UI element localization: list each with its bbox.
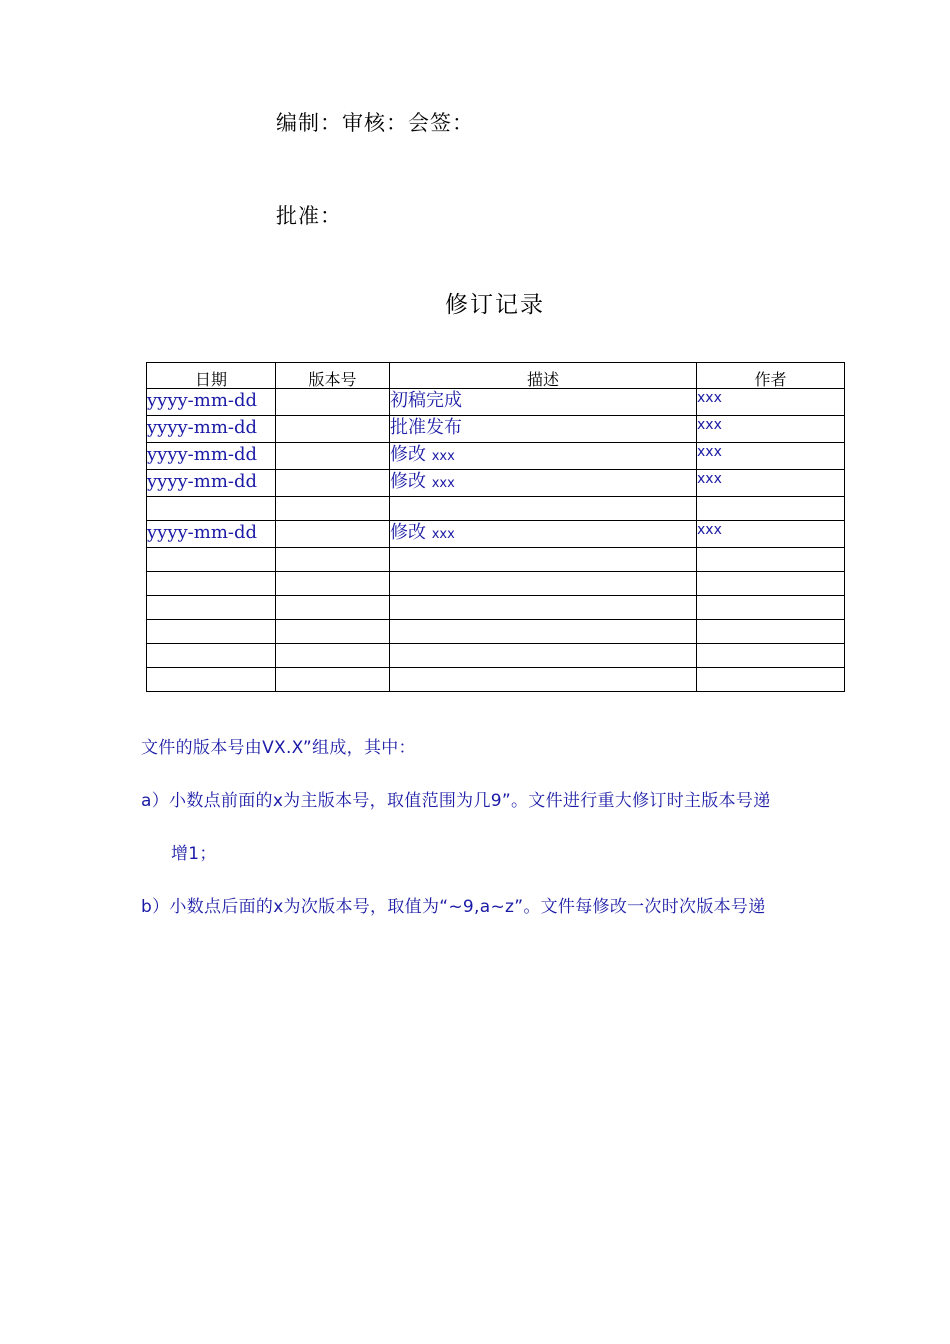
cell-version [276, 521, 390, 548]
cell-date [147, 620, 276, 644]
cell-description [390, 548, 697, 572]
version-note-item-a-continued: 增1； [171, 844, 217, 864]
cell-version [276, 389, 390, 416]
table-row [147, 596, 845, 620]
cell-author [697, 620, 845, 644]
revision-table [146, 362, 845, 692]
column-header-date: 日期 [147, 363, 276, 389]
table-row [147, 416, 845, 443]
cell-version [276, 470, 390, 497]
table-row [147, 389, 845, 416]
cell-description [390, 497, 697, 521]
cell-author [697, 548, 845, 572]
page-title: 修订记录 [445, 292, 545, 318]
table-row [147, 497, 845, 521]
column-header-author: 作者 [697, 363, 845, 389]
cell-description [390, 521, 697, 548]
cell-description [390, 572, 697, 596]
description-text: 修改 [390, 522, 426, 543]
cell-author: xxx [697, 521, 845, 548]
cell-version [276, 620, 390, 644]
table-row [147, 572, 845, 596]
signature-line-approve: 批准： [276, 204, 342, 228]
version-note-intro: 文件的版本号由VX.X”组成，其中： [141, 738, 416, 758]
cell-author [697, 596, 845, 620]
cell-description [390, 668, 697, 692]
cell-version [276, 596, 390, 620]
cell-date [147, 497, 276, 521]
cell-description [390, 389, 697, 416]
cell-author: xxx [697, 389, 845, 416]
column-header-description: 描述 [390, 363, 697, 389]
cell-description [390, 416, 697, 443]
description-suffix: xxx [431, 527, 455, 542]
cell-date: yyyy-mm-dd [147, 416, 276, 443]
description-suffix: xxx [431, 476, 455, 491]
cell-version [276, 443, 390, 470]
cell-date [147, 572, 276, 596]
description-suffix: xxx [431, 449, 455, 464]
cell-date [147, 548, 276, 572]
description-text: 修改 [390, 444, 426, 465]
cell-description [390, 644, 697, 668]
cell-date: yyyy-mm-dd [147, 470, 276, 497]
cell-description [390, 443, 697, 470]
table-row [147, 548, 845, 572]
cell-version [276, 416, 390, 443]
table-row [147, 470, 845, 497]
cell-author [697, 572, 845, 596]
cell-author [697, 497, 845, 521]
cell-description [390, 470, 697, 497]
table-row [147, 668, 845, 692]
cell-date: yyyy-mm-dd [147, 389, 276, 416]
cell-version [276, 668, 390, 692]
cell-author: xxx [697, 470, 845, 497]
cell-date: yyyy-mm-dd [147, 521, 276, 548]
cell-author [697, 668, 845, 692]
description-text: 初稿完成 [390, 390, 462, 411]
cell-date [147, 644, 276, 668]
cell-version [276, 548, 390, 572]
revision-table-body [147, 389, 845, 692]
table-header-row [147, 363, 845, 389]
cell-author: xxx [697, 416, 845, 443]
cell-author [697, 644, 845, 668]
signature-line-prepare-review-countersign: 编制：审核：会签： [276, 111, 474, 135]
cell-description [390, 620, 697, 644]
table-row [147, 620, 845, 644]
column-header-version: 版本号 [276, 363, 390, 389]
cell-date: yyyy-mm-dd [147, 443, 276, 470]
cell-version [276, 644, 390, 668]
description-text: 修改 [390, 471, 426, 492]
table-row [147, 644, 845, 668]
table-row [147, 521, 845, 548]
table-row [147, 443, 845, 470]
cell-version [276, 572, 390, 596]
cell-date [147, 668, 276, 692]
version-note-item-a: a）小数点前面的x为主版本号，取值范围为几9”。文件进行重大修订时主版本号递 [141, 791, 771, 811]
cell-author: xxx [697, 443, 845, 470]
cell-date [147, 596, 276, 620]
version-note-item-b: b）小数点后面的x为次版本号，取值为“~9,a~z”。文件每修改一次时次版本号递 [141, 897, 766, 917]
description-text: 批准发布 [390, 417, 462, 438]
cell-description [390, 596, 697, 620]
cell-version [276, 497, 390, 521]
